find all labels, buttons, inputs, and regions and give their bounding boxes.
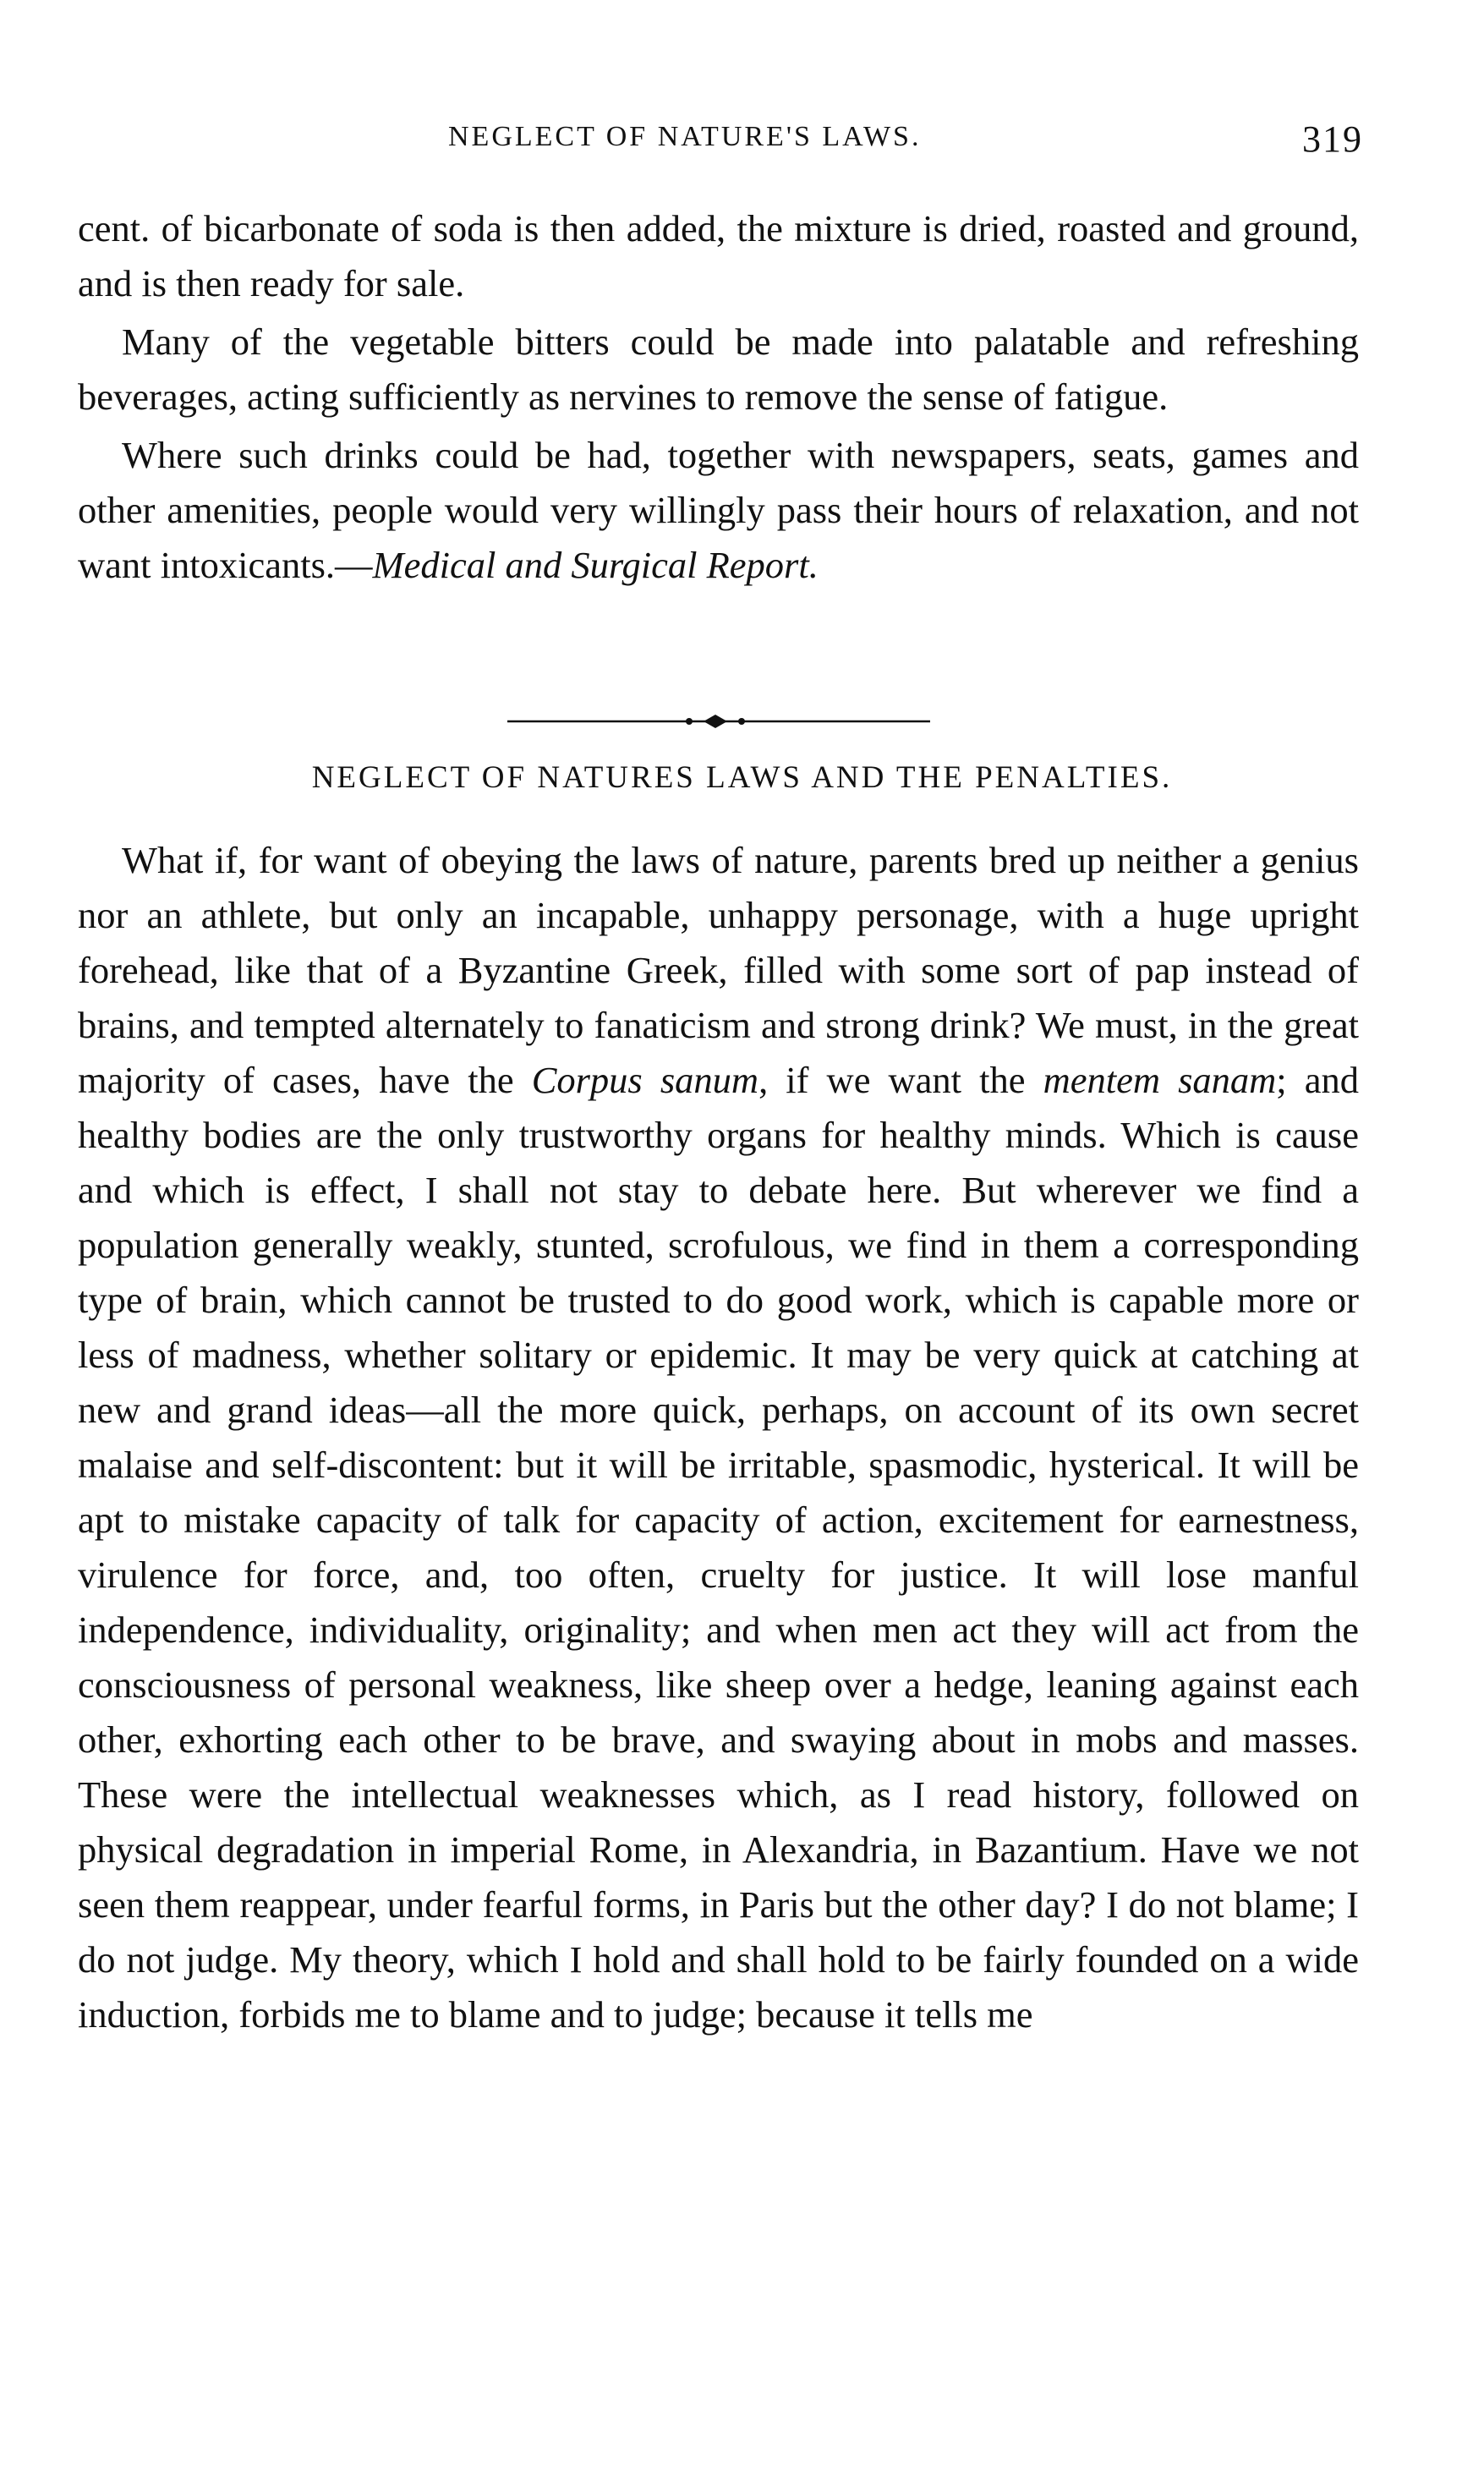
running-header	[0, 118, 1484, 172]
latin-phrase-corpus: Corpus sanum	[531, 1059, 759, 1101]
body-part-1: What if, for want of obeying the laws of nature, parents bred up neither a genius nor an athlete, but only an incapable, unhappy personage, with a huge upright forehead, like that of a Byzantine Greek, filled with some sort of pap instead of brains, and tempted alternately to fanaticism and strong drink? We must, in the great majority of cases, have the	[78, 839, 1359, 1101]
latin-phrase-mentem: mentem sanam	[1043, 1059, 1277, 1101]
section-ornament	[507, 709, 930, 734]
section-heading: NEGLECT OF NATURES LAWS AND THE PENALTIES.	[311, 760, 1173, 795]
paragraph-drinks	[78, 428, 1359, 593]
page-number: 319	[1302, 118, 1363, 160]
top-text-block	[78, 201, 1359, 593]
paragraph-bitters: Many of the vegetable bitters could be made into palatable and refreshing beverages, acting sufficiently as nervines to remove the sense of fatigue.	[78, 321, 1359, 418]
paragraph-drinks-text: Where such drinks could be had, together with newspapers, seats, games and other amenities, people would very willingly pass their hours of relaxation, and not want intoxicants.—	[78, 434, 1359, 586]
running-title: NEGLECT OF NATURE'S LAWS.	[448, 121, 922, 152]
body-part-2: , if we want the	[758, 1059, 1043, 1101]
body-part-3: ; and healthy bodies are the only trustworthy organs for healthy minds. Which is cause and which is effect, I shall not stay to debate here. But wherever we find a population generally weakly, stunted, scrofulous, we find in them a corresponding type of brain, which cannot be trusted to do good work, which is capable more or less of madness, whether solitary or epidemic. It may be very quick at catching at new and grand ideas—all the more quick, perhaps, on account of its own secret malaise and self-discontent: but it will be irritable, spasmodic, hysterical. It will be apt to mistake capacity of talk for capacity of action, excitement for earnestness, virulence for force, and, too often, cruelty for justice. It will lose manful independence, individuality, originality; and when men act they will act from the consciousness of personal weakness, like sheep over a hedge, leaning against each other, exhorting each other to be brave, and swaying about in mobs and masses. These were the intellectual weaknesses which, as I read history, followed on physical degradation in imperial Rome, in Alexandria, in Bazantium. Have we not seen them reappear, under fearful forms, in Paris but the other day? I do not blame; I do not judge. My theory, which I hold and shall hold to be fairly founded on a wide induction, forbids me to blame and to judge; because it tells me	[78, 1059, 1359, 2036]
section-paragraph	[78, 833, 1359, 2042]
continuation-paragraph: cent. of bicarbonate of soda is then added, the mixture is dried, roasted and ground, and is then ready for sale.	[78, 207, 1359, 304]
section-body	[78, 833, 1359, 2042]
citation: Medical and Surgical Report.	[372, 544, 819, 586]
